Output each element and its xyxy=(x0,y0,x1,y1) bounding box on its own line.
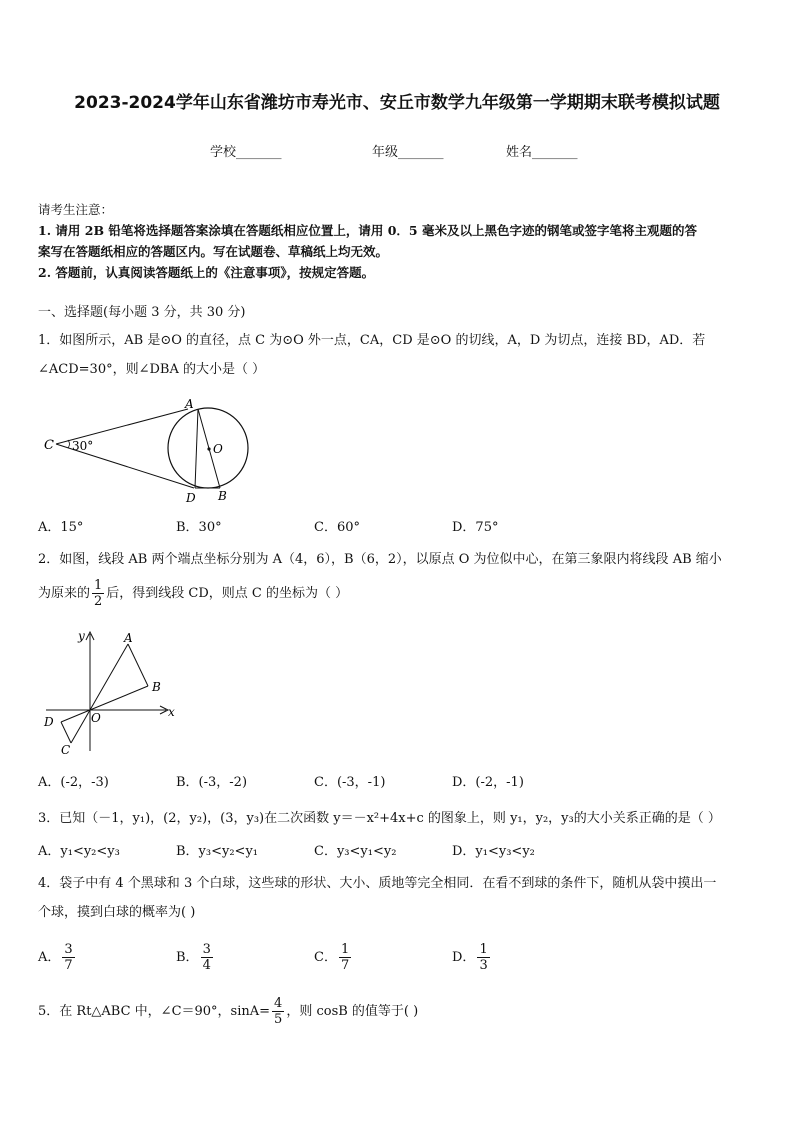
q1-option-c: C．60° xyxy=(314,520,360,535)
label-angle: 30° xyxy=(72,439,94,453)
label-o: O xyxy=(91,711,101,725)
frac-num: 3 xyxy=(64,942,73,957)
q5-text xyxy=(38,996,418,1027)
label-c: C xyxy=(44,438,54,453)
q3-option-a: A．y₁<y₂<y₃ xyxy=(38,844,120,859)
q5-fraction xyxy=(272,996,284,1027)
frac-den: 3 xyxy=(479,958,488,973)
q4-option-d xyxy=(452,942,492,973)
notice-line-2: 案写在答题纸相应的答题区内。写在试题卷、草稿纸上均无效。 xyxy=(38,244,389,259)
q2-text-2-pre: 为原来的 xyxy=(38,585,91,601)
q1-text-1: 1．如图所示，AB 是⊙O 的直径，点 C 为⊙O 外一点，CA，CD 是⊙O 的切线，A，D 为切点，连接 BD，AD．若 xyxy=(38,333,706,348)
label-b: B xyxy=(218,489,227,503)
center-point xyxy=(207,447,210,450)
label-a: A xyxy=(124,631,133,645)
school-field: 学校_______ xyxy=(210,145,282,160)
segment-oa xyxy=(90,644,128,710)
segment-cd xyxy=(61,722,71,743)
segment-ad xyxy=(195,409,198,488)
q4-text-1: 4．袋子中有 4 个黑球和 3 个白球，这些球的形状、大小、质地等完全相同．在看不到球的条件下，随机从袋中摸出一 xyxy=(38,876,717,891)
q3-option-d: D．y₁<y₃<y₂ xyxy=(452,844,535,859)
q2-text-2 xyxy=(38,578,348,609)
label-o: O xyxy=(213,442,223,456)
q2-option-c: C．(-3，-1) xyxy=(314,775,386,790)
q2-fraction-num: 1 xyxy=(94,578,103,593)
label-d: D xyxy=(44,715,54,729)
frac-den: 4 xyxy=(202,958,211,973)
grade-field: 年级_______ xyxy=(372,145,444,160)
q5-fraction-den: 5 xyxy=(274,1012,283,1027)
q1-figure xyxy=(38,392,258,504)
q2-option-a: A．(-2，-3) xyxy=(38,775,109,790)
segment-ob xyxy=(90,686,148,710)
frac-den: 7 xyxy=(64,958,73,973)
q5-fraction-num: 4 xyxy=(274,996,283,1011)
section-heading: 一、选择题(每小题 3 分，共 30 分) xyxy=(38,305,246,320)
q4-option-c-frac xyxy=(339,942,351,973)
q4-option-c-label: C． xyxy=(314,949,337,965)
q4-option-b-label: B． xyxy=(176,949,199,965)
q4-option-d-frac xyxy=(477,942,489,973)
q4-option-a xyxy=(38,942,77,973)
label-c: C xyxy=(61,743,71,756)
q2-option-d: D．(-2，-1) xyxy=(452,775,524,790)
segment-ab xyxy=(128,644,148,686)
q4-option-b xyxy=(176,942,215,973)
q4-option-c xyxy=(314,942,353,973)
label-x: x xyxy=(168,705,175,719)
label-y: y xyxy=(78,629,85,643)
q1-option-d: D．75° xyxy=(452,520,499,535)
name-field: 姓名_______ xyxy=(506,145,578,160)
label-b: B xyxy=(152,680,161,694)
q1-option-b: B．30° xyxy=(176,520,222,535)
frac-den: 7 xyxy=(340,958,350,973)
q4-option-b-frac xyxy=(201,942,213,973)
q3-option-b: B．y₃<y₂<y₁ xyxy=(176,844,259,859)
q2-figure xyxy=(38,626,188,756)
segment-oc xyxy=(71,710,90,743)
q5-text-post: ，则 cosB 的值等于( ) xyxy=(286,1003,419,1019)
q2-option-b: B．(-3，-2) xyxy=(176,775,248,790)
notice-heading: 请考生注意： xyxy=(38,202,114,217)
q2-fraction xyxy=(92,578,104,609)
frac-num: 1 xyxy=(479,942,488,957)
frac-num: 1 xyxy=(340,942,350,957)
q4-option-d-label: D． xyxy=(452,949,476,965)
label-d: D xyxy=(186,491,196,504)
q2-fraction-den: 2 xyxy=(94,594,103,609)
q1-option-a: A．15° xyxy=(38,520,84,535)
q1-text-2: ∠ACD=30°，则∠DBA 的大小是（ ） xyxy=(38,362,266,377)
q5-text-pre: 5．在 Rt△ABC 中，∠C＝90°，sinA= xyxy=(38,1003,271,1019)
q2-text-2-post: 后，得到线段 CD，则点 C 的坐标为（ ） xyxy=(106,585,349,601)
page-title: 2023-2024学年山东省潍坊市寿光市、安丘市数学九年级第一学期期末联考模拟试题 xyxy=(74,93,720,113)
q2-text-1: 2．如图，线段 AB 两个端点坐标分别为 A（4，6），B（6，2），以原点 O 为位似中心，在第三象限内将线段 AB 缩小 xyxy=(38,552,722,567)
q4-option-a-frac xyxy=(62,942,74,973)
q4-option-a-label: A． xyxy=(38,949,61,965)
q4-text-2: 个球，摸到白球的概率为( ) xyxy=(38,905,196,920)
q3-option-c: C．y₃<y₁<y₂ xyxy=(314,844,397,859)
segment-od xyxy=(61,710,90,722)
frac-num: 3 xyxy=(202,942,211,957)
q3-text-1: 3．已知（－1，y₁)，(2，y₂)，(3，y₃)在二次函数 y＝－x²+4x+c 的图象上，则 y₁，y₂，y₃的大小关系正确的是（ ） xyxy=(38,811,721,826)
notice-line-1: 1. 请用 2B 铅笔将选择题答案涂填在答题纸相应位置上，请用 0．5 毫米及以上黑色字迹的钢笔或签字笔将主观题的答 xyxy=(38,223,697,238)
notice-line-3: 2. 答题前，认真阅读答题纸上的《注意事项》，按规定答题。 xyxy=(38,265,375,280)
label-a: A xyxy=(185,397,194,411)
